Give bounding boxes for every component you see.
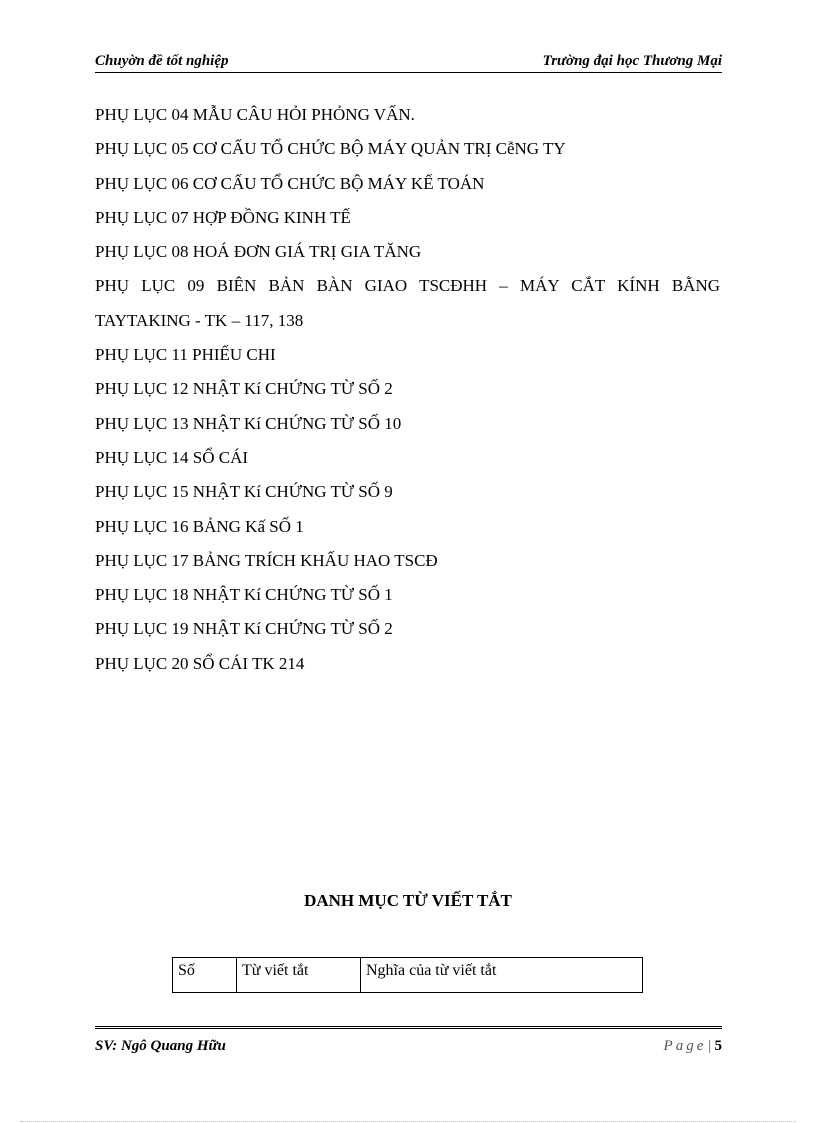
footer-separator: | bbox=[707, 1038, 712, 1054]
footer-page-info bbox=[664, 1038, 722, 1055]
footer-student-name: SV: Ngô Quang Hữu bbox=[95, 1038, 226, 1054]
appendix-item-13: PHỤ LỤC 13 NHẬT Kí CHỨNG TỪ SỐ 10 bbox=[95, 413, 402, 433]
appendix-item-09: PHỤ LỤC 09 BIÊN BẢN BÀN GIAO TSCĐHH – MÁY CẮT KÍNH BẰNG bbox=[95, 276, 720, 296]
appendix-item-18: PHỤ LỤC 18 NHẬT Kí CHỨNG TỪ SỐ 1 bbox=[95, 585, 393, 605]
appendix-item-17: PHỤ LỤC 17 BẢNG TRÍCH KHẤU HAO TSCĐ bbox=[95, 550, 438, 570]
appendix-item-06: PHỤ LỤC 06 CƠ CẤU TỔ CHỨC BỘ MÁY KẾ TOÁN bbox=[95, 173, 485, 193]
table-header-row bbox=[173, 958, 643, 993]
appendix-item-08: PHỤ LỤC 08 HOÁ ĐƠN GIÁ TRỊ GIA TĂNG bbox=[95, 242, 422, 262]
appendix-item-07: PHỤ LỤC 07 HỢP ĐỒNG KINH TẾ bbox=[95, 207, 351, 227]
header-university-label: Trường đại học Thương Mại bbox=[542, 53, 722, 69]
appendix-item-11: PHỤ LỤC 11 PHIẾU CHI bbox=[95, 345, 276, 365]
appendix-list bbox=[95, 98, 720, 681]
column-abbreviation-header: Từ viết tắt bbox=[237, 958, 361, 993]
appendix-item-20: PHỤ LỤC 20 SỔ CÁI TK 214 bbox=[95, 653, 305, 673]
appendix-item-12: PHỤ LỤC 12 NHẬT Kí CHỨNG TỪ SỐ 2 bbox=[95, 379, 393, 399]
header-thesis-label: Chuyờn đề tốt nghiệp bbox=[95, 53, 229, 69]
page-bottom-divider bbox=[20, 1121, 796, 1122]
column-meaning-header: Nghĩa của từ viết tắt bbox=[361, 958, 643, 993]
page-number: 5 bbox=[714, 1038, 722, 1054]
appendix-item-14: PHỤ LỤC 14 SỔ CÁI bbox=[95, 447, 249, 467]
appendix-item-19: PHỤ LỤC 19 NHẬT Kí CHỨNG TỪ SỐ 2 bbox=[95, 619, 393, 639]
page-header bbox=[95, 50, 722, 73]
abbreviations-table bbox=[172, 957, 643, 993]
appendix-item-15: PHỤ LỤC 15 NHẬT Kí CHỨNG TỪ SỐ 9 bbox=[95, 482, 393, 502]
footer-page-label: Page bbox=[663, 1038, 707, 1054]
appendix-item-09-continued: TAYTAKING - TK – 117, 138 bbox=[95, 310, 304, 330]
abbreviations-heading: DANH MỤC TỪ VIẾT TẮT bbox=[304, 891, 512, 910]
page-footer bbox=[95, 1026, 722, 1061]
appendix-item-16: PHỤ LỤC 16 BẢNG Kấ SỐ 1 bbox=[95, 516, 304, 536]
column-number-header: Số bbox=[173, 958, 237, 993]
appendix-item-04: PHỤ LỤC 04 MẪU CÂU HỎI PHỎNG VẤN. bbox=[95, 105, 415, 124]
appendix-item-05: PHỤ LỤC 05 CƠ CẤU TỔ CHỨC BỘ MÁY QUẢN TRỊ CễNG TY bbox=[95, 139, 566, 159]
